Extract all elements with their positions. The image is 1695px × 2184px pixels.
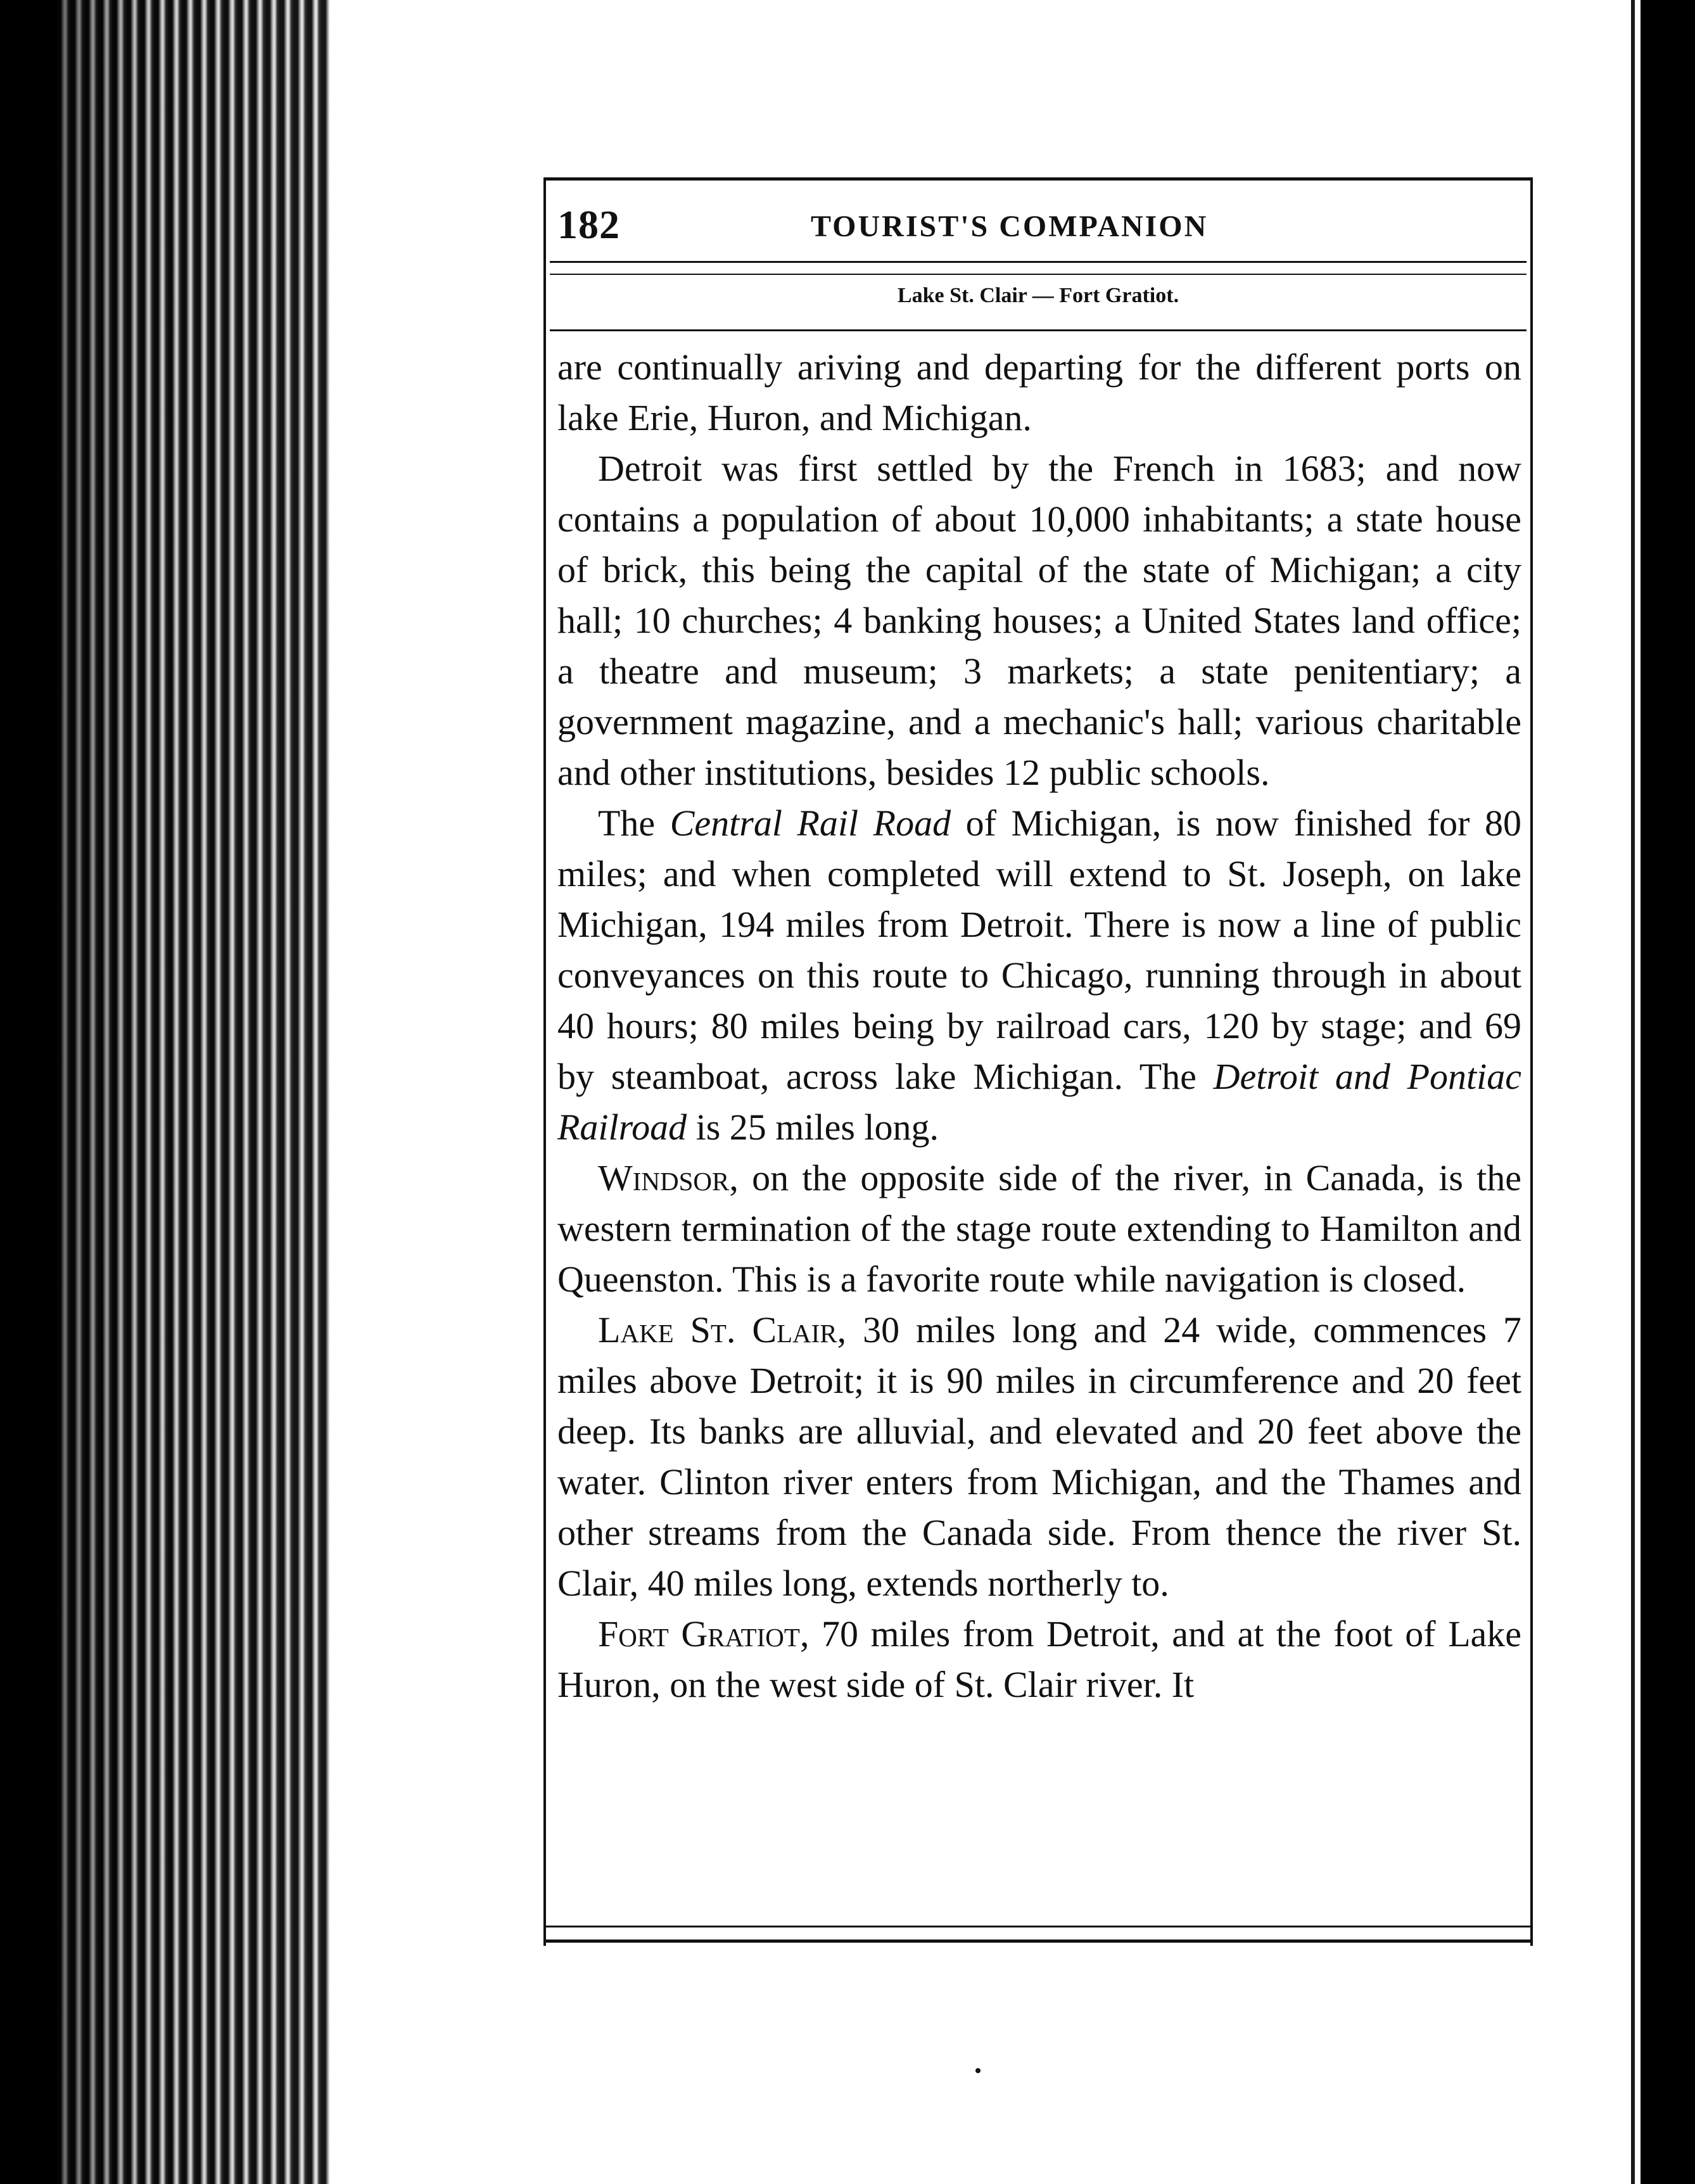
paragraph-text-part: of Michigan, is now finished for 80 miles; and when completed will extend to St. Joseph, on lake Michigan, 194 miles from Detroit. There is now a line of public conveyances on this route to Chicago, running through in about 40 hours; 80 miles being by railroad cars, 120 by stage; and 69 by steamboat, across lake Michigan. The bbox=[557, 803, 1521, 1097]
page-number: 182 bbox=[557, 202, 620, 247]
fore-edge-shadow bbox=[57, 0, 336, 2184]
paragraph-detroit bbox=[557, 443, 1521, 798]
italic-railroad-name: Detroit and Pontiac Railroad bbox=[557, 1056, 1521, 1148]
paragraph-central-rail-road bbox=[557, 798, 1521, 1153]
paragraph-text-part: The bbox=[598, 803, 670, 844]
subhead-rule bbox=[550, 329, 1527, 331]
paragraph-text: , 30 miles long and 24 wide, commences 7 miles above Detroit; it is 90 miles in circumference and 20 feet deep. Its banks are alluvial, and elevated and 20 feet above the water. Clinton river enters from Michigan, and the Thames and other streams from the Canada side. From thence the river St. Clair, 40 miles long, extends northerly to. bbox=[557, 1309, 1521, 1604]
paragraph-lake-st-clair bbox=[557, 1305, 1521, 1609]
top-rule bbox=[543, 177, 1533, 181]
paragraph-fort-gratiot bbox=[557, 1609, 1521, 1710]
paragraph-text: are continually ariving and departing for the different ports on lake Erie, Huron, and Michigan. bbox=[557, 346, 1521, 438]
section-subhead: Lake St. Clair — Fort Gratiot. bbox=[897, 284, 1179, 307]
paragraph-text: Detroit was first settled by the French in 1683; and now contains a population of about 10,000 inhabitants; a state house of brick, this being the capital of the state of Michigan; a city hall; 10 churches; 4 banking houses; a United States land office; a theatre and museum; 3 markets; a state penitentiary; a government magazine, and a mechanic's hall; various charitable and other institutions, besides 12 public schools. bbox=[557, 448, 1521, 793]
body-text bbox=[557, 342, 1521, 1710]
bottom-rule bbox=[543, 1940, 1533, 1943]
ink-speck bbox=[975, 2068, 981, 2073]
header-rule-thin bbox=[550, 274, 1527, 275]
scan-border-right bbox=[1641, 0, 1695, 2184]
bottom-rule-thin bbox=[543, 1926, 1533, 1927]
page-right-edge bbox=[1631, 0, 1635, 2184]
place-name-lead: Lake St. Clair bbox=[598, 1309, 837, 1350]
running-head: TOURIST'S COMPANION bbox=[811, 210, 1209, 243]
paragraph-windsor bbox=[557, 1153, 1521, 1305]
paragraph-text: , on the opposite side of the river, in Canada, is the western termination of the stage route extending to Hamilton and Queenston. This is a favorite route while navigation is closed. bbox=[557, 1157, 1521, 1300]
paragraph-text: , 70 miles from Detroit, and at the foot of Lake Huron, on the west side of St. Clair river. It bbox=[557, 1613, 1521, 1705]
paragraph-continued bbox=[557, 342, 1521, 443]
place-name-lead: Fort Gratiot bbox=[598, 1613, 800, 1654]
place-name-lead: Windsor bbox=[598, 1157, 730, 1198]
header-rule bbox=[550, 261, 1527, 263]
paragraph-text-part: is 25 miles long. bbox=[687, 1107, 939, 1148]
italic-rail-road-name: Central Rail Road bbox=[670, 803, 951, 844]
